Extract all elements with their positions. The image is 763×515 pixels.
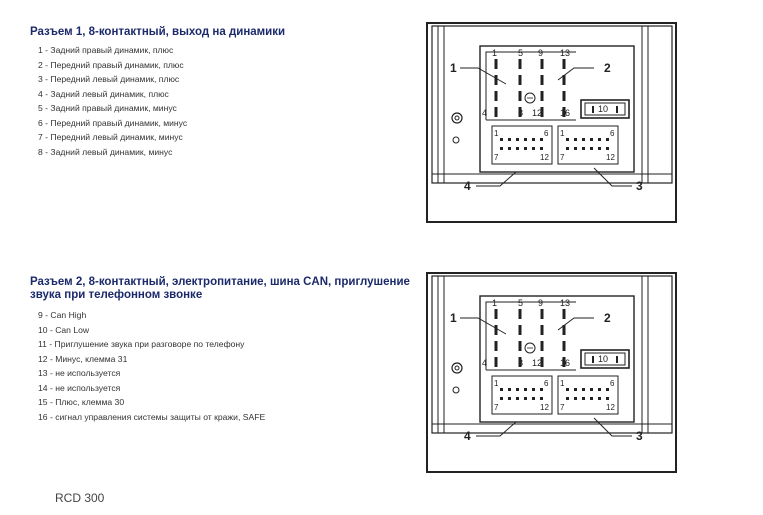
plug-pin — [606, 138, 609, 141]
pin — [495, 75, 498, 85]
mounting-hole — [452, 363, 462, 373]
pin-number-label: 13 — [560, 298, 571, 308]
pin-number-label: 1 — [492, 298, 498, 308]
plug-pin — [574, 397, 577, 400]
plug-pin — [532, 147, 535, 150]
pin — [495, 91, 498, 101]
pin — [541, 309, 544, 319]
plug-pin — [566, 138, 569, 141]
plug-pin — [508, 138, 511, 141]
plug-pin — [532, 138, 535, 141]
pin — [495, 357, 498, 367]
pin — [563, 341, 566, 351]
pin — [495, 325, 498, 335]
list-item: 14 - не используется — [38, 382, 121, 393]
left-rail — [438, 276, 444, 433]
plug-pin — [566, 397, 569, 400]
plug-label: 6 — [544, 379, 549, 388]
list-item: 9 - Can High — [38, 310, 87, 320]
pin-number-label: 12 — [532, 358, 543, 368]
plug-pin — [500, 388, 503, 391]
mounting-hole-inner — [455, 366, 459, 370]
plug-pin — [574, 147, 577, 150]
connector2-pin-list — [38, 308, 265, 424]
callout-label: 3 — [636, 429, 643, 443]
callout-label: 4 — [464, 429, 471, 443]
plug-pin — [606, 397, 609, 400]
plug-label: 12 — [540, 153, 549, 162]
list-item: 15 - Плюс, клемма 30 — [38, 397, 125, 407]
connector2-diagram — [426, 272, 678, 474]
pin — [541, 341, 544, 351]
plug-label: 1 — [560, 379, 565, 388]
pin — [519, 325, 522, 335]
pin — [495, 309, 498, 319]
callout-leader — [460, 68, 506, 84]
plug-pin — [540, 147, 543, 150]
plug-pin — [590, 388, 593, 391]
plug-pin — [524, 388, 527, 391]
plug-pin — [598, 388, 601, 391]
connector1-diagram — [426, 22, 678, 224]
list-item: 3 - Передний левый динамик, плюс — [38, 74, 180, 84]
pin-block-contact — [592, 106, 594, 113]
list-item: 12 - Минус, клемма 31 — [38, 353, 128, 364]
list-item: 8 - Задний левый динамик, минус — [38, 146, 173, 157]
right-rail — [642, 276, 648, 433]
plug-pin — [532, 397, 535, 400]
list-item: 10 - Can Low — [38, 324, 90, 335]
pin-block-label: 10 — [598, 104, 609, 114]
pin — [563, 309, 566, 319]
callout-label: 3 — [636, 179, 643, 193]
mounting-hole-small — [453, 387, 459, 393]
list-item: 6 - Передний правый динамик, минус — [38, 117, 188, 128]
list-item: 13 - не используется — [38, 368, 121, 378]
mounting-hole — [452, 113, 462, 123]
pin — [495, 107, 498, 117]
plug-label: 7 — [560, 403, 565, 412]
plug-label: 7 — [494, 153, 499, 162]
plug-pin — [590, 138, 593, 141]
plug-pin — [582, 388, 585, 391]
pin-block-contact — [616, 106, 618, 113]
plug-pin — [500, 147, 503, 150]
list-item: 11 - Приглушение звука при разговоре по телефону — [38, 339, 245, 349]
pin-number-label: 16 — [560, 108, 571, 118]
plug-label: 1 — [560, 129, 565, 138]
plug-label: 12 — [606, 403, 615, 412]
plug-label: 6 — [610, 129, 615, 138]
plug-label: 12 — [540, 403, 549, 412]
pin-block-contact — [592, 356, 594, 363]
pin-number-label: 5 — [518, 298, 524, 308]
pin — [519, 341, 522, 351]
connector-diagram — [427, 273, 676, 472]
pin — [519, 59, 522, 69]
pin-number-label: 1 — [492, 48, 498, 58]
plug-pin — [524, 397, 527, 400]
pin-number-label: 13 — [560, 48, 571, 58]
plug-pin — [508, 388, 511, 391]
pin-number-label: 4 — [482, 358, 488, 368]
plug-pin — [566, 388, 569, 391]
plug-pin — [590, 397, 593, 400]
callout-label: 2 — [604, 61, 611, 75]
connector1-pin-list — [38, 43, 187, 159]
plug-pin — [532, 388, 535, 391]
connector2-title-line1: Разъем 2, 8-контактный, электропитание, шина CAN, приглушение — [30, 276, 410, 288]
list-item: 4 - Задний левый динамик, плюс — [38, 88, 169, 99]
pin — [519, 91, 522, 101]
plug-pin — [524, 147, 527, 150]
plug-pin — [540, 397, 543, 400]
plug-pin — [590, 147, 593, 150]
plug-pin — [582, 147, 585, 150]
pin-number-label: 8 — [518, 358, 524, 368]
callout-label: 2 — [604, 311, 611, 325]
plug-label: 1 — [494, 379, 499, 388]
plug-pin — [500, 138, 503, 141]
pin — [495, 59, 498, 69]
pin-block-contact — [616, 356, 618, 363]
pin — [541, 91, 544, 101]
plug-label: 7 — [494, 403, 499, 412]
plug-label: 7 — [560, 153, 565, 162]
pin-number-label: 4 — [482, 108, 488, 118]
plug-label: 12 — [606, 153, 615, 162]
left-rail — [438, 26, 444, 183]
pin — [519, 309, 522, 319]
pin-number-label: 16 — [560, 358, 571, 368]
plug-pin — [598, 397, 601, 400]
plug-label: 6 — [610, 379, 615, 388]
pin — [541, 325, 544, 335]
pin-block-label: 10 — [598, 354, 609, 364]
plug-pin — [606, 147, 609, 150]
list-item: 1 - Задний правый динамик, плюс — [38, 45, 174, 55]
pin-number-label: 12 — [532, 108, 543, 118]
mounting-hole-small — [453, 137, 459, 143]
pin-number-label: 8 — [518, 108, 524, 118]
plug-pin — [574, 388, 577, 391]
callout-label: 1 — [450, 311, 457, 325]
pin — [563, 91, 566, 101]
connector2-title-line2: звука при телефонном звонке — [30, 289, 203, 301]
plug-pin — [598, 147, 601, 150]
pin — [519, 75, 522, 85]
plug-pin — [606, 388, 609, 391]
plug-pin — [516, 388, 519, 391]
caption: RCD 300 — [55, 491, 105, 505]
plug-pin — [516, 397, 519, 400]
list-item: 7 - Передний левый динамик, минус — [38, 132, 183, 142]
plug-pin — [524, 138, 527, 141]
plug-pin — [540, 138, 543, 141]
pin-number-label: 9 — [538, 298, 544, 308]
plug-pin — [508, 397, 511, 400]
pin — [541, 59, 544, 69]
plug-pin — [598, 138, 601, 141]
plug-pin — [582, 138, 585, 141]
pin-number-label: 9 — [538, 48, 544, 58]
plug-pin — [516, 138, 519, 141]
connector1-title: Разъем 1, 8-контактный, выход на динамики — [30, 26, 286, 38]
plug-label: 6 — [544, 129, 549, 138]
plug-pin — [508, 147, 511, 150]
callout-label: 4 — [464, 179, 471, 193]
plug-pin — [540, 388, 543, 391]
callout-leader — [460, 318, 506, 334]
pin-number-label: 5 — [518, 48, 524, 58]
connector-diagram — [427, 23, 676, 222]
pin — [495, 341, 498, 351]
right-rail — [642, 26, 648, 183]
plug-pin — [500, 397, 503, 400]
connector2-title — [30, 276, 410, 302]
plug-pin — [516, 147, 519, 150]
plug-pin — [566, 147, 569, 150]
plug-label: 1 — [494, 129, 499, 138]
callout-label: 1 — [450, 61, 457, 75]
mounting-hole-inner — [455, 116, 459, 120]
plug-pin — [582, 397, 585, 400]
list-item: 2 - Передний правый динамик, плюс — [38, 59, 184, 70]
list-item: 5 - Задний правый динамик, минус — [38, 103, 177, 113]
pin — [563, 59, 566, 69]
list-item: 16 - сигнал управления системы защиты от кражи, SAFE — [38, 411, 266, 422]
plug-pin — [574, 138, 577, 141]
pin — [541, 75, 544, 85]
